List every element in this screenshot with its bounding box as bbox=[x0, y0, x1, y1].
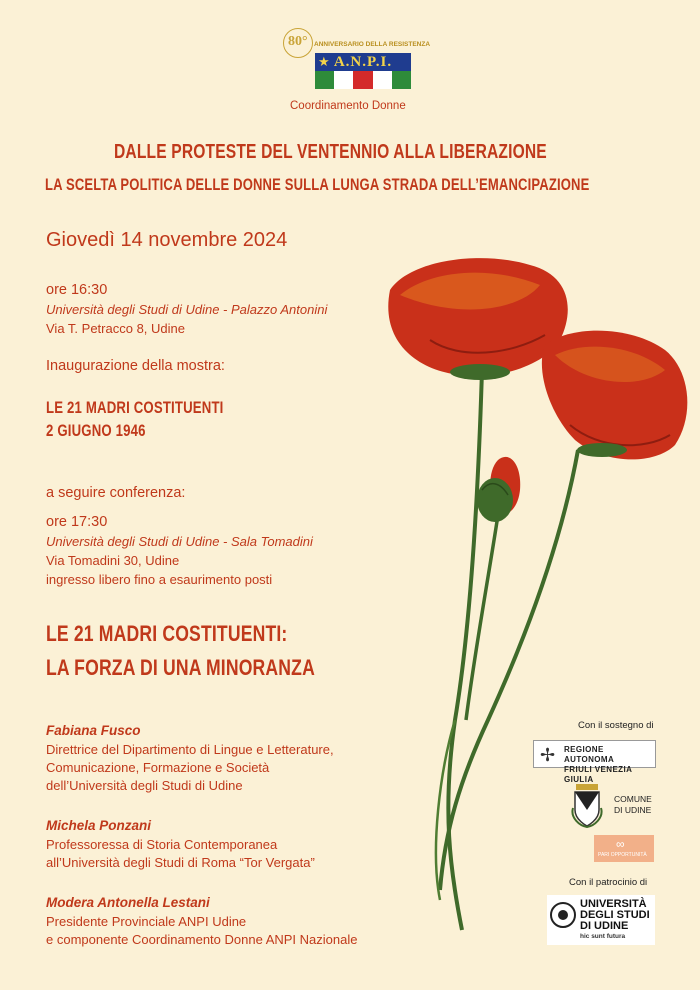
entry-note: ingresso libero fino a esaurimento posti bbox=[46, 572, 273, 587]
speaker-name: Fabiana Fusco bbox=[46, 723, 141, 738]
exhibition-date: 2 GIUGNO 1946 bbox=[46, 422, 146, 440]
moderator-role: e componente Coordinamento Donne ANPI Nazionale bbox=[46, 932, 358, 947]
uni-motto: hic sunt futura bbox=[580, 933, 626, 940]
conference-address: Via Tomadini 30, Udine bbox=[46, 553, 180, 568]
poppy-flower-right bbox=[542, 331, 687, 460]
exhibition-time: ore 16:30 bbox=[46, 282, 108, 298]
speaker-role: Comunicazione, Formazione e Società bbox=[46, 760, 270, 775]
uni-line3: DI UDINE bbox=[580, 920, 629, 932]
university-udine-logo bbox=[547, 895, 655, 945]
uni-line2: DEGLI STUDI bbox=[580, 909, 650, 921]
exhibition-intro: Inaugurazione della mostra: bbox=[46, 358, 225, 374]
exhibition-address: Via T. Petracco 8, Udine bbox=[46, 321, 185, 336]
anpi-name: A.N.P.I. bbox=[315, 53, 411, 71]
comune-udine-logo bbox=[570, 780, 660, 828]
comune-line2: DI UDINE bbox=[614, 805, 652, 815]
eagle-icon: ✢ bbox=[540, 745, 556, 765]
poppy-flower-large bbox=[388, 258, 567, 380]
conference-title: LE 21 MADRI COSTITUENTI: bbox=[46, 621, 288, 646]
regione-line1: REGIONE AUTONOMA bbox=[564, 745, 615, 764]
conference-subtitle: LA FORZA DI UNA MINORANZA bbox=[46, 655, 315, 680]
speaker-role: dell’Università degli Studi di Udine bbox=[46, 778, 243, 793]
conference-intro: a seguire conferenza: bbox=[46, 485, 186, 501]
moderator-role: Presidente Provinciale ANPI Udine bbox=[46, 914, 247, 929]
subtitle: LA SCELTA POLITICA DELLE DONNE SULLA LUNGA STRADA DELL’EMANCIPAZIONE bbox=[45, 176, 590, 194]
regione-fvg-logo bbox=[533, 740, 656, 784]
pari-icon: ∞ bbox=[616, 837, 625, 851]
crest-icon bbox=[570, 780, 604, 828]
pari-opportunita-logo bbox=[594, 835, 654, 862]
uni-line1: UNIVERSITÀ bbox=[580, 898, 647, 910]
anniversary-text: ANNIVERSARIO DELLA RESISTENZA bbox=[314, 41, 431, 48]
speaker-role: Direttrice del Dipartimento di Lingue e Letterature, bbox=[46, 742, 334, 757]
exhibition-location: Università degli Studi di Udine - Palazzo Antonini bbox=[46, 302, 328, 317]
event-date: Giovedì 14 novembre 2024 bbox=[46, 229, 288, 251]
speaker-role: all’Università degli Studi di Roma “Tor Vergata” bbox=[46, 855, 315, 870]
anpi-logo bbox=[283, 26, 431, 96]
italian-flag bbox=[315, 71, 411, 89]
support-label: Con il sostegno di bbox=[578, 720, 654, 731]
regione-line2: FRIULI VENEZIA GIULIA bbox=[564, 765, 632, 784]
star-icon: ★ bbox=[318, 54, 330, 69]
conference-location: Università degli Studi di Udine - Sala Tomadini bbox=[46, 534, 313, 549]
main-title: DALLE PROTESTE DEL VENTENNIO ALLA LIBERAZIONE bbox=[114, 141, 547, 163]
comune-line1: COMUNE bbox=[614, 794, 652, 804]
anniversary-number: 80° bbox=[288, 34, 308, 49]
university-seal-icon bbox=[550, 902, 576, 928]
speaker-name: Michela Ponzani bbox=[46, 818, 152, 833]
organizer-label: Coordinamento Donne bbox=[290, 100, 406, 112]
patronage-label: Con il patrocinio di bbox=[569, 877, 648, 888]
poppy-bud bbox=[477, 457, 520, 522]
speaker-role: Professoressa di Storia Contemporanea bbox=[46, 837, 278, 852]
moderator-name: Modera Antonella Lestani bbox=[46, 895, 210, 910]
conference-time: ore 17:30 bbox=[46, 514, 108, 530]
exhibition-title: LE 21 MADRI COSTITUENTI bbox=[46, 399, 224, 417]
pari-text: PARI OPPORTUNITÀ bbox=[598, 852, 647, 858]
